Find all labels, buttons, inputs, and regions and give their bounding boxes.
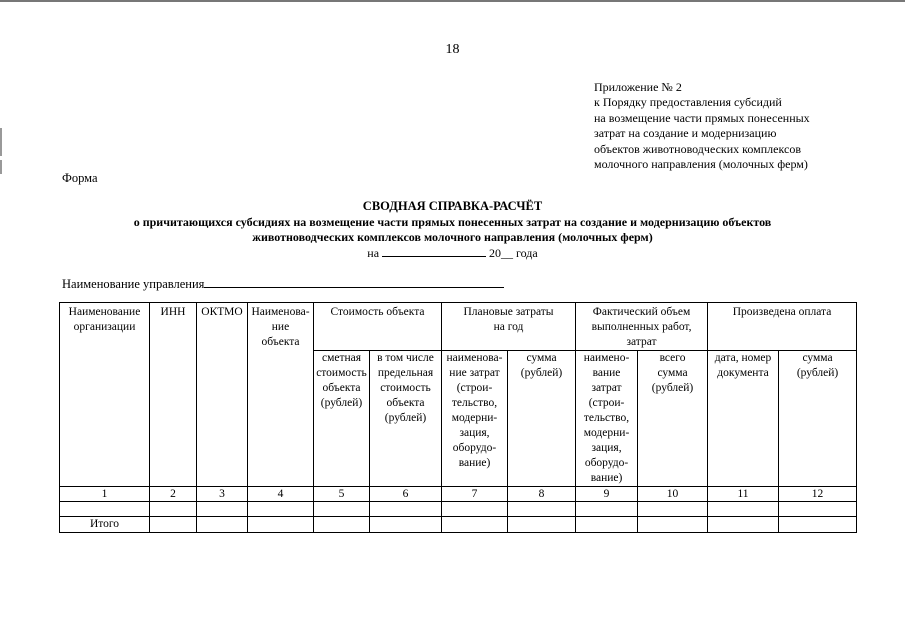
table-cell[interactable] — [248, 502, 314, 517]
appendix-line: молочного направления (молочных ферм) — [594, 157, 808, 172]
column-number: 2 — [150, 487, 197, 502]
column-number: 1 — [60, 487, 150, 502]
table-cell[interactable] — [370, 517, 442, 533]
table-cell[interactable] — [150, 502, 197, 517]
appendix-line: на возмещение части прямых понесенных — [594, 110, 810, 125]
table-cell[interactable] — [638, 502, 708, 517]
document-title — [0, 199, 905, 261]
appendix-line: к Порядку предоставления субсидий — [594, 95, 782, 110]
table-cell[interactable] — [508, 502, 576, 517]
header-actual-costs: Фактический объем выполненных работ, затрат — [576, 303, 708, 351]
table-cell[interactable] — [708, 517, 779, 533]
date-blank — [382, 246, 486, 257]
table-cell[interactable] — [248, 517, 314, 533]
column-number: 3 — [197, 487, 248, 502]
subheader-estimate-cost: сметная стоимость объекта (рублей) — [314, 351, 370, 487]
table-cell[interactable] — [708, 502, 779, 517]
table-cell[interactable] — [442, 502, 508, 517]
column-number: 6 — [370, 487, 442, 502]
subheader-planned-sum: сумма (рублей) — [508, 351, 576, 487]
column-number: 12 — [779, 487, 857, 502]
subheader-planned-name: наименова- ние затрат (строи- тельство, модерни- зация, оборудо- вание) — [442, 351, 508, 487]
header-org-name: Наименование организации — [60, 303, 150, 487]
page-number: 18 — [445, 42, 460, 57]
table-cell[interactable] — [442, 517, 508, 533]
table-cell[interactable] — [197, 517, 248, 533]
title-line: о причитающихся субсидиях на возмещение части прямых понесенных затрат на создание и модернизацию объектов — [133, 214, 772, 229]
department-blank — [204, 276, 504, 288]
table-cell[interactable] — [576, 517, 638, 533]
department-label: Наименование управления — [62, 277, 205, 291]
table-cell[interactable] — [314, 517, 370, 533]
column-number: 5 — [314, 487, 370, 502]
appendix-reference — [594, 80, 810, 172]
column-number: 7 — [442, 487, 508, 502]
table-cell[interactable] — [576, 502, 638, 517]
table-row — [60, 502, 857, 517]
date-year: 20__ года — [489, 245, 538, 260]
total-row — [60, 517, 857, 533]
column-number: 8 — [508, 487, 576, 502]
subsidy-table — [59, 302, 857, 533]
header-oktmo: ОКТМО — [197, 303, 248, 487]
header-object-name: Наименова- ние объекта — [248, 303, 314, 487]
subheader-paid-sum: сумма (рублей) — [779, 351, 857, 487]
date-prefix: на — [367, 245, 380, 260]
column-number: 11 — [708, 487, 779, 502]
table-cell[interactable] — [314, 502, 370, 517]
title-main: СВОДНАЯ СПРАВКА-РАСЧЁТ — [362, 199, 543, 213]
table-cell[interactable] — [150, 517, 197, 533]
scan-margin-mark — [0, 128, 2, 156]
table-cell[interactable] — [370, 502, 442, 517]
subheader-limit-cost: в том числе предельная стоимость объекта (рублей) — [370, 351, 442, 487]
subheader-paid-date: дата, номер документа — [708, 351, 779, 487]
appendix-line: Приложение № 2 — [594, 80, 682, 94]
table-cell[interactable] — [197, 502, 248, 517]
table-cell[interactable] — [638, 517, 708, 533]
table-cell[interactable] — [60, 502, 150, 517]
page-top-edge — [0, 0, 905, 2]
subheader-actual-name: наимено- вание затрат (строи- тельство, модерни- зация, оборудо- вание) — [576, 351, 638, 487]
scan-margin-mark — [0, 160, 2, 174]
table-cell[interactable] — [779, 517, 857, 533]
header-planned-costs: Плановые затраты на год — [442, 303, 576, 351]
header-inn: ИНН — [150, 303, 197, 487]
header-object-cost: Стоимость объекта — [314, 303, 442, 351]
column-number: 4 — [248, 487, 314, 502]
header-payment-made: Произведена оплата — [708, 303, 857, 351]
total-label: Итого — [60, 517, 150, 533]
subheader-actual-total: всего сумма (рублей) — [638, 351, 708, 487]
department-field — [62, 276, 504, 292]
column-number: 10 — [638, 487, 708, 502]
appendix-line: затрат на создание и модернизацию — [594, 126, 777, 141]
column-number-row — [60, 487, 857, 502]
appendix-line: объектов животноводческих комплексов — [594, 141, 801, 156]
title-line: животноводческих комплексов молочного направления (молочных ферм) — [252, 230, 653, 244]
column-number: 9 — [576, 487, 638, 502]
table-cell[interactable] — [508, 517, 576, 533]
date-line — [0, 246, 905, 262]
table-cell[interactable] — [779, 502, 857, 517]
form-label: Форма — [62, 171, 98, 185]
